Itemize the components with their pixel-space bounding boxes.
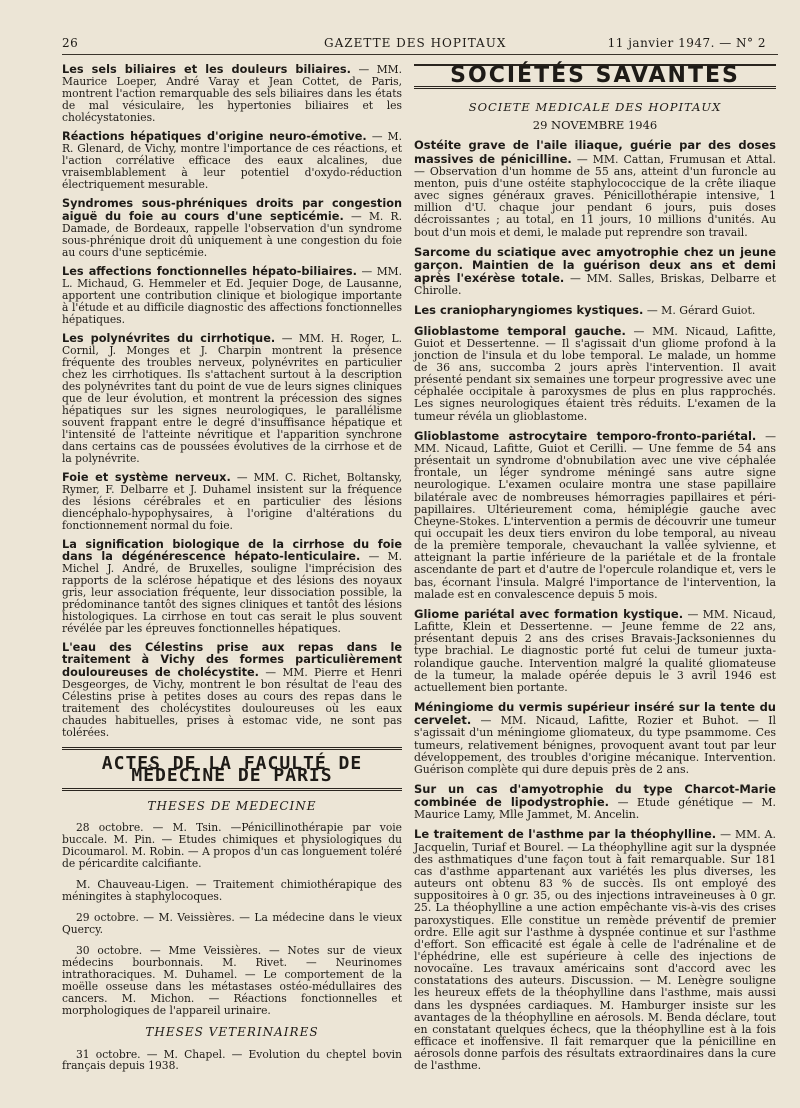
article-body: — MM. H. Roger, L. Cornil, J. Monges et J. Charpin montrent la présence fréquente des troubles nerveux, polynévrites en particulier chez les cirrhotiques. Ils s'attachent surtout à la description des polynévrites tant du point de vue de leurs signes cliniques que de leur évolution, et montrent la précession des signes hépatiques sur les signes neurologiques, le parallélisme souvent frappant entre le degré d'insuffisance hépatique et l'intensité de l'atteinte névritique et l'apparition synchrone dans certains cas de poussées évolutives de la cirrhose et de la polynévrite. (62, 331, 402, 465)
article-title: Les polynévrites du cirrhotique. (62, 331, 276, 345)
article-title: Les affections fonctionnelles hépato-biliaires. (62, 264, 357, 278)
article (414, 608, 776, 694)
article (62, 266, 402, 326)
journal-title: GAZETTE DES HOPITAUX (324, 36, 507, 50)
article-title: Foie et système nerveux. (62, 470, 231, 484)
article (62, 642, 402, 739)
thesis-entry: 30 octobre. — Mme Veissières. — Notes sur de vieux médecins bourbonnais. M. Rivet. — Neurinomes intrathoraciques. M. Duhamel. — Le comportement de la moëlle osseuse dans les métastases ostéo-médullaires des cancers. M. Michon. — Réactions fonctionnelles et morphologiques de l'appareil urinaire. (62, 943, 402, 1017)
left-column (62, 64, 402, 1081)
session-date: 29 NOVEMBRE 1946 (532, 118, 658, 133)
article-body: — M. Michel J. André, de Bruxelles, souligne l'imprécision des rapports de la sclérose hépatique et des lésions des noyaux gris, leur association fréquente, leur dissociation possible, la prédominance tantôt des signes cliniques et tantôt des lésions histologiques. La cirrhose en tout cas serait le plus souvent révélée par les épreuves fonctionnelles hépatiques. (62, 549, 402, 635)
article-body: — MM. Pierre et Henri Desgeorges, de Vichy, montrent le bon résultat de l'eau des Célestins prise à petites doses au cours des repas dans le traitement des cholécystites douloureuses où les eaux chaudes habituelles, prises à estomac vide, ne sont pas tolérées. (62, 665, 403, 739)
article (414, 783, 776, 821)
article (414, 246, 776, 298)
article-body: — M. R. Damade, de Bordeaux, rappelle l'observation d'un syndrome sous-phrénique droit dû uniquement à une congestion du foie au cours d'une septicémie. (62, 209, 402, 259)
article-title: Le traitement de l'asthme par la théophylline. (414, 827, 717, 842)
theses-medecine-title: THESES DE MEDECINE (147, 798, 317, 813)
article (62, 472, 402, 532)
thesis-entry: 31 octobre. — M. Chapel. — Evolution du cheptel bovin français depuis 1938. (62, 1047, 402, 1073)
article (62, 333, 402, 465)
article-title: Syndromes sous-phréniques droits par congestion aiguë du foie au cours d'une septicémie. (62, 197, 402, 223)
article-body: — MM. Nicaud, Lafitte, Guiot et Cerilli. — Une femme de 54 ans présentait un syndrome d'obnubilation avec une vive céphalée frontale, un léger syndrome méningé sans autre signe neurologique. L'examen oculaire montra une stase papillaire bilatérale avec de nombreuses hémorragies papillaires et péri-papillaires. Ultérieurement coma, hémiplégie gauche avec Cheyne-Stokes. L'intervention a permis de découvrir une tumeur qui occupait les deux tiers environ du lobe temporal, au niveau de la première temporale, chevauchant la vallée sylvienne, et atteignant la partie inférieure de la pariétale et de la frontale ascendante de part et d'autre de l'opercule rolandique et, vers le bas, écornant l'insula. Malgré l'importance de l'intervention, la malade est en convalescence depuis 5 mois. (414, 429, 776, 601)
article-title: L'eau des Célestins prise aux repas dans le traitement à Vichy des formes particulièrement douloureuses de cholécystite. (62, 640, 402, 679)
article-title: Réactions hépatiques d'origine neuro-émotive. (62, 130, 367, 144)
article-title: Les sels biliaires et les douleurs biliaires. (62, 63, 351, 76)
thesis-entry: 29 octobre. — M. Veissières. — La médecine dans le vieux Quercy. (62, 911, 402, 936)
society-name: SOCIETE MEDICALE DES HOPITAUX (468, 100, 722, 115)
article-body: — M. R. Glenard, de Vichy, montre l'importance de ces réactions, et l'action corrélative efficace des eaux alcalines, due vraisemblablement à leur potentiel d'oxydo-réduction électriquement mesurable. (62, 130, 402, 192)
thesis-entry: 28 octobre. — M. Tsin. —Pénicillinothérapie par voie buccale. M. Pin. — Etudes chimiques et physiologiques du Dicoumarol. M. Robin. — A propos d'un cas longuement toléré de péricardite calcifiante. (62, 821, 402, 871)
article-body: — MM. Salles, Briskas, Delbarre et Chirolle. (414, 272, 777, 298)
article-title: Gliome pariétal avec formation kystique. (414, 606, 684, 621)
right-column (414, 64, 776, 1080)
article (414, 701, 776, 776)
article-body: — MM. A. Jacquelin, Turiaf et Bourel. — La théophylline agit sur la dyspnée des asthmatiques d'une façon tout à fait remarquable. Sur 181 cas d'asthme appartenant aux variétés les plus diverses, les auteurs ont obtenu 83 % de succès. Ils ont employé des suppositoires à 0 gr. 35, ou des injections intraveineuses à 0 gr. 25. La théophylline a une action empêchante vis-à-vis des crises paroxystiques. Elle constitue un remède préventif de premier ordre. Elle agit sur l'asthme à dyspnée continue et sur l'asthme d'effort. Son efficacité est égale à celle de l'adrénaline et de l'éphédrine, elle est supérieure à celle des injections de novocaïne. Les travaux américains sont d'accord avec les constatations des auteurs. Discussion. — M. Lenègre souligne les heureux effets de la théophylline dans l'asthme, mais aussi dans les dyspnées cardiaques. M. Hamburger insiste sur les avantages de la théophylline en aérosols. M. Benda déclare, tout en constatant quelques échecs, que la théophylline est à la fois efficace et inoffensive. Il fait remarquer que la pénicilline en aérosols donne parfois des résultats extraordinaires dans la cure de l'asthme. (414, 828, 777, 1073)
thesis-entry: M. Chauveau-Ligen. — Traitement chimiothérapique des méningites à staphylocoques. (62, 878, 402, 904)
article-body: — M. Gérard Guiot. (646, 304, 756, 318)
article-body: — Etude génétique — M. Maurice Lamy, Mlle Jammet, M. Ancelin. (414, 796, 776, 822)
article-title: Glioblastome temporal gauche. (414, 323, 626, 338)
article (414, 430, 776, 601)
section-title: SOCIÉTÉS SAVANTES (414, 64, 776, 89)
article-body: — MM. L. Michaud, G. Hemmeler et Ed. Jequier Doge, de Lausanne, apportent une contribution clinique et biologique importante à l'étude et au difficile diagnostic des affections fonctionnelles hépatiques. (62, 264, 402, 326)
page-header (62, 32, 778, 55)
article-title: La signification biologique de la cirrhose du foie dans la dégénérescence hépato-lenticulaire. (62, 537, 402, 563)
article-body: — MM. Nicaud, Lafitte, Guiot et Dessertenne. — Il s'agissait d'un gliome profond à la jonction de l'insula et du lobe temporal. Le malade, un homme de 36 ans, succomba 2 jours après l'intervention. Il avait présenté pendant six semaines une torpeur progressive avec une céphalée occipitale à paroxysmes de plus en plus rapprochés. Les signes neurologiques étaient très réduits. L'examen de la tumeur révéla un glioblastome. (414, 324, 776, 423)
article-title: Méningiome du vermis supérieur inséré sur la tente du cervelet. (414, 700, 776, 728)
article-title: Ostéite grave de l'aile iliaque, guérie par des doses massives de pénicilline. (414, 138, 776, 166)
article (62, 539, 402, 635)
article-title: Glioblastome astrocytaire temporo-fronto-pariétal. (414, 428, 757, 443)
article-title: Sarcome du sciatique avec amyotrophie chez un jeune garçon. Maintien de la guérison deux ans et demi après l'exérèse totale. (414, 244, 776, 286)
article (62, 131, 402, 191)
article (414, 139, 776, 238)
article-body: — MM. Maurice Loeper, André Varay et Jean Cottet, de Paris, montrent l'action remarquable des sels biliaires dans les états de mal vésiculaire, les hypertonies biliaires et les cholécystatonies. (62, 63, 402, 125)
article (414, 828, 776, 1072)
article-body: — MM. Nicaud, Lafitte, Rozier et Buhot. — Il s'agissait d'un méningiome gliomateux, du type psammome. Ces tumeurs, relativement bénignes, provoquent avant tout par leur développement, des troubles d'origine mécanique. Intervention. Guérison complète qui dure depuis près de 2 ans. (414, 714, 776, 776)
faculty-acts-banner: ACTES DE LA FACULTÉ DE MÉDECINE DE PARIS (62, 747, 402, 791)
article-title: Sur un cas d'amyotrophie du type Charcot-Marie combinée de lipodystrophie. (414, 781, 776, 810)
article (62, 64, 402, 124)
article (414, 304, 776, 317)
article-body: — MM. Nicaud, Lafitte, Klein et Dessertenne. — Jeune femme de 22 ans, présentant depuis 2 ans des crises Bravais-Jacksoniennes du type brachial. Le diagnostic porté fut celui de tumeur juxta-rolandique gauche. Intervention malgré la qualité gliomateuse de la tumeur, la malade opérée depuis le 3 avril 1946 est actuellement bien portante. (414, 607, 776, 694)
article-body: — MM. Cattan, Frumusan et Attal. — Observation d'un homme de 55 ans, atteint d'un furoncle au menton, puis d'une ostéite staphylococcique de la crête iliaque avec signes généraux graves. Pénicillothérapie intensive, 1 million d'U. chaque jour pendant 6 jours, puis doses décroissantes ; au total, en 11 jours, 10 millions d'unités. Au bout d'un mois et demi, le malade put reprendre son travail. (414, 152, 777, 239)
issue-date: 11 janvier 1947. — N° 2 (607, 36, 766, 50)
theses-vet-title: THESES VETERINAIRES (145, 1024, 319, 1039)
page-number: 26 (62, 36, 79, 50)
article-body: — MM. C. Richet, Boltansky, Rymer, F. Delbarre et J. Duhamel insistent sur la fréquence des lésions cérébrales et en particulier des lésions diencéphalo-hypophysaires, à l'origine d'altérations du fonctionnement normal du foie. (62, 470, 402, 532)
article (62, 198, 402, 259)
article-title: Les craniopharyngiomes kystiques. (414, 303, 644, 318)
article (414, 325, 776, 423)
